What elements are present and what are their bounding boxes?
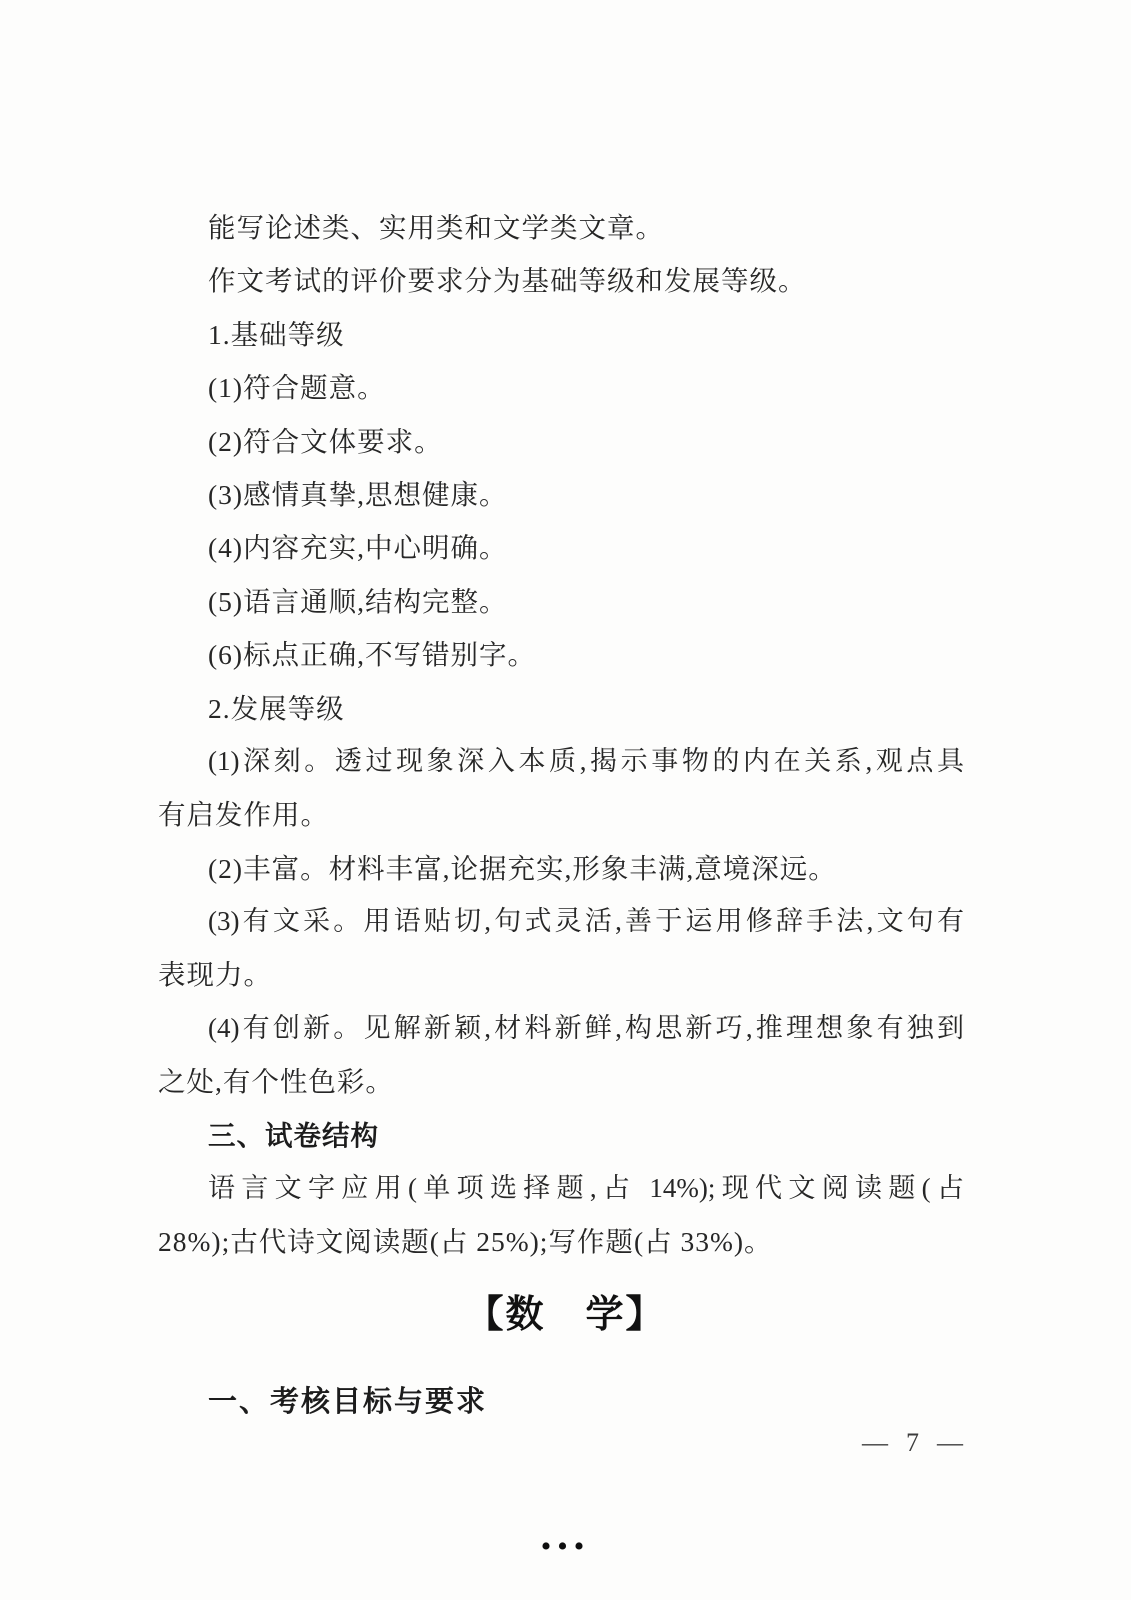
subsection-heading: 一、考核目标与要求 <box>208 1386 488 1418</box>
text-line: (3)感情真挚,思想健康。 <box>208 478 508 510</box>
page-number <box>862 1428 963 1458</box>
text-line: 能写论述类、实用类和文学类文章。 <box>208 212 664 243</box>
text-line: (4)有创新。见解新颖,材料新鲜,构思新巧,推理想象有独到 <box>208 1012 964 1043</box>
text-line: 2.发展等级 <box>208 692 345 724</box>
text-line: 作文考试的评价要求分为基础等级和发展等级。 <box>208 265 807 297</box>
text-line: (2)丰富。材料丰富,论据充实,形象丰满,意境深远。 <box>208 852 837 884</box>
ellipsis-dots-icon: ••• <box>540 1530 591 1563</box>
text-line: 语言文字应用(单项选择题,占 14%);现代文阅读题(占 <box>208 1173 964 1204</box>
section-header-math: 【数 学】 <box>465 1294 666 1336</box>
page-number-dash-left: — <box>862 1428 888 1457</box>
page-number-dash-right: — <box>937 1428 963 1457</box>
text-line: (1)符合题意。 <box>208 372 386 404</box>
page-number-value: 7 <box>906 1428 919 1457</box>
text-line: (4)内容充实,中心明确。 <box>208 532 508 564</box>
text-line: (3)有文采。用语贴切,句式灵活,善于运用修辞手法,文句有 <box>208 906 964 937</box>
text-line: 有启发作用。 <box>158 799 329 831</box>
text-line: 三、试卷结构 <box>208 1119 379 1151</box>
text-lines <box>158 201 964 1269</box>
text-line: (1)深刻。透过现象深入本质,揭示事物的内在关系,观点具 <box>208 745 964 776</box>
text-line: 之处,有个性色彩。 <box>158 1066 394 1098</box>
text-line: (5)语言通顺,结构完整。 <box>208 585 508 617</box>
text-line: (2)符合文体要求。 <box>208 425 443 457</box>
text-line: 表现力。 <box>158 959 272 991</box>
text-line: 1.基础等级 <box>208 318 345 350</box>
text-line: 28%);古代诗文阅读题(占 25%);写作题(占 33%)。 <box>158 1226 773 1258</box>
text-line: (6)标点正确,不写错别字。 <box>208 639 536 671</box>
